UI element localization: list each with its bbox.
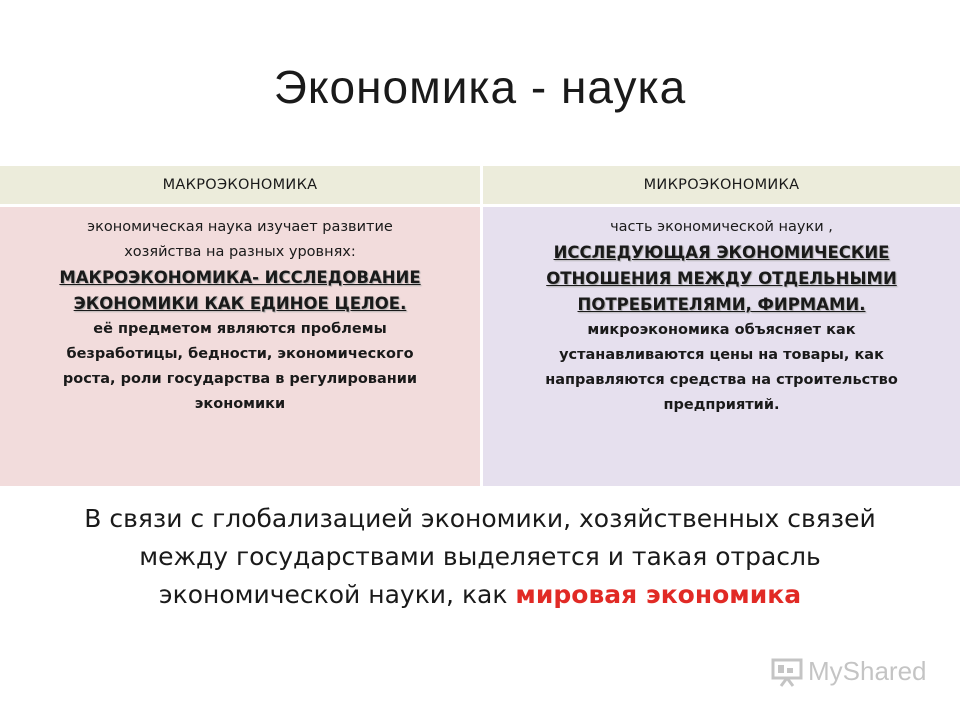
micro-definition-line: ИССЛЕДУЮЩАЯ ЭКОНОМИЧЕСКИЕ (553, 243, 890, 262)
summary-line: между государствами выделяется и такая отрасль (139, 542, 821, 571)
summary-line-prefix: экономической науки, как (158, 580, 516, 609)
micro-definition-line: ПОТРЕБИТЕЛЯМИ, ФИРМАМИ. (577, 295, 866, 314)
summary-paragraph (0, 500, 960, 614)
microeconomics-cell (483, 207, 960, 486)
macro-detail-line: безработицы, бедности, экономического (66, 346, 414, 362)
micro-definition-line: ОТНОШЕНИЯ МЕЖДУ ОТДЕЛЬНЫМИ (546, 269, 897, 288)
macro-detail-line: её предметом являются проблемы (93, 321, 387, 337)
world-economy-highlight: мировая экономика (515, 580, 802, 609)
slide-title: Экономика - наука (273, 61, 687, 113)
table-header-row (0, 166, 960, 207)
comparison-table (0, 166, 960, 486)
micro-detail-line: направляются средства на строительство (545, 372, 898, 388)
table-body-row (0, 207, 960, 486)
micro-intro-line: часть экономической науки , (610, 219, 833, 235)
macro-intro-line: экономическая наука изучает развитие (87, 219, 393, 235)
presentation-board-icon (770, 657, 804, 687)
micro-detail-line: микроэкономика объясняет как (587, 322, 856, 338)
micro-detail-line: предприятий. (663, 397, 780, 413)
macro-definition-line: ЭКОНОМИКИ КАК ЕДИНОЕ ЦЕЛОЕ. (73, 294, 407, 313)
macroeconomics-cell (0, 207, 480, 486)
header-microeconomics: МИКРОЭКОНОМИКА (643, 177, 800, 193)
summary-line: В связи с глобализацией экономики, хозяйственных связей (84, 504, 876, 533)
macro-definition-line: МАКРОЭКОНОМИКА- ИССЛЕДОВАНИЕ (59, 268, 421, 287)
watermark-text: MyShared (808, 656, 927, 686)
macro-detail-line: экономики (194, 396, 286, 412)
micro-detail-line: устанавливаются цены на товары, как (559, 347, 884, 363)
header-macroeconomics: МАКРОЭКОНОМИКА (162, 177, 318, 193)
watermark (770, 656, 927, 687)
macro-detail-line: роста, роли государства в регулировании (62, 371, 418, 387)
summary-line (0, 576, 960, 614)
macro-intro-line: хозяйства на разных уровнях: (124, 244, 356, 260)
